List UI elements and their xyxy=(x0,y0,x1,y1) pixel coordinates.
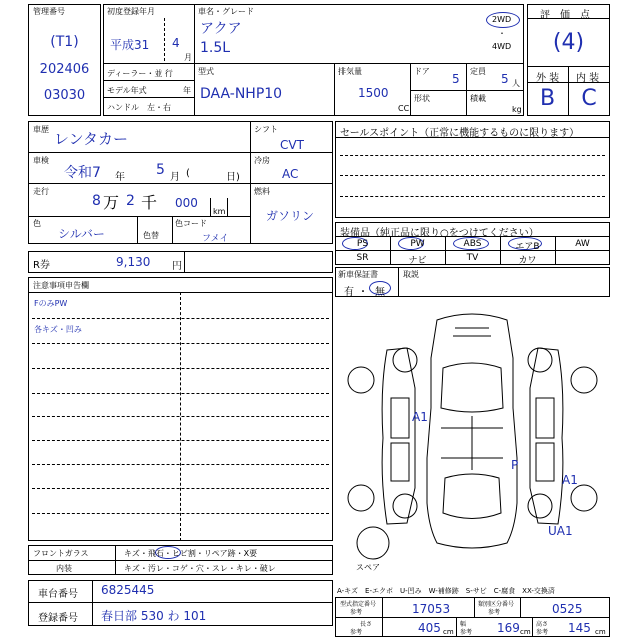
drive-4wd: 4WD xyxy=(492,42,512,51)
fuel-label: 燃料 xyxy=(254,187,270,196)
warranty-yes: 有 xyxy=(344,287,354,298)
equip-leather: カワ xyxy=(518,256,537,266)
sales-point-label: セールスポイント（正常に機能するものに限ります） xyxy=(340,128,580,139)
exterior-grade: B xyxy=(539,86,556,111)
equip-navi: ナビ xyxy=(408,256,427,266)
first-reg-label: 初度登録年月 xyxy=(107,7,155,16)
front-glass-items: キズ・飛石・ヒビ割・リペア跡・X要 xyxy=(124,549,258,558)
capacity-label: 定員 xyxy=(470,67,486,76)
inspection-era: 令和7 xyxy=(64,165,101,181)
load-label: 積載 xyxy=(470,94,486,103)
chassis-value: 6825445 xyxy=(101,583,155,597)
mgmt-no-1: 202406 xyxy=(39,62,90,77)
interior-cond-label: 内装 xyxy=(56,564,72,573)
width-cm: cm xyxy=(520,628,531,636)
km-unit: km xyxy=(213,207,226,216)
class-no-label: 類別区分番号 xyxy=(478,601,515,608)
registration-label: 登録番号 xyxy=(38,613,78,624)
drive-2wd: 2WD xyxy=(492,15,512,24)
score: (4) xyxy=(552,30,585,55)
model-no: 17053 xyxy=(412,602,451,616)
height-label: 高さ xyxy=(536,621,549,628)
displacement: 1500 xyxy=(358,86,389,100)
spare-label: スペア xyxy=(356,563,380,572)
ac: AC xyxy=(282,167,299,181)
mileage-3: 000 xyxy=(175,196,198,210)
cc-unit: CC xyxy=(398,104,410,113)
recycle-value: 9,130 xyxy=(116,255,151,269)
displacement-label: 排気量 xyxy=(338,67,362,76)
damage-mark-rear: UA1 xyxy=(548,524,573,538)
recycle-label: R券 xyxy=(33,260,50,271)
vehicle-header-box xyxy=(103,4,524,116)
car-grade: 1.5L xyxy=(200,40,231,56)
equipment-label: 装備品（純正品に限り○をつけてください） xyxy=(340,228,539,239)
first-reg-month-unit: 月 xyxy=(184,53,192,62)
width-ref: 参考 xyxy=(460,629,473,636)
note-line-2: 各キズ・凹み xyxy=(34,325,82,334)
color-code: フメイ xyxy=(202,234,229,244)
inspection-month-unit: 月 xyxy=(170,172,180,183)
person-unit: 人 xyxy=(512,79,520,88)
drive-dot: ・ xyxy=(498,29,506,38)
chassis-label: 車台番号 xyxy=(38,589,78,600)
model-no-label: 型式指定番号 xyxy=(340,601,377,608)
interior-cond-items: キズ・汚レ・コゲ・穴・スレ・キレ・破レ xyxy=(124,564,276,573)
fuel: ガソリン xyxy=(266,209,315,223)
mileage-1: 8 xyxy=(92,193,101,209)
shape-label: 形状 xyxy=(414,94,430,103)
interior-grade: C xyxy=(581,86,597,111)
paint-label: 色替 xyxy=(143,231,159,240)
damage-mark-right: A1 xyxy=(562,473,578,487)
mileage-label: 走行 xyxy=(33,187,49,196)
ac-label: 冷房 xyxy=(254,156,270,165)
width-label: 幅 xyxy=(460,621,467,628)
first-reg-month: 4 xyxy=(172,36,180,50)
notes-label: 注意事項申告欄 xyxy=(33,281,89,290)
inspection-day-unit: 日) xyxy=(226,172,240,183)
inspection-paren: ( xyxy=(186,168,190,179)
damage-legend: A-キズ E-エクボ U-凹み W-補修跡 S-サビ C-腐食 XX-交換済 xyxy=(337,587,555,595)
damage-mark-left: A1 xyxy=(412,410,428,424)
doors: 5 xyxy=(452,72,460,86)
exterior-label: 外 装 xyxy=(536,73,560,84)
color: シルバー xyxy=(58,227,105,241)
first-reg-era: 平成31 xyxy=(110,38,150,52)
equip-tv: TV xyxy=(466,253,479,263)
length: 405 xyxy=(418,621,441,635)
car-name: アクア xyxy=(200,21,242,37)
length-ref: 参考 xyxy=(350,629,363,636)
equip-sr: SR xyxy=(356,253,369,263)
mgmt-prefix: (T1) xyxy=(50,34,79,50)
inspection-label: 車検 xyxy=(33,156,49,165)
dealer-label: ディーラー・並 行 xyxy=(107,69,173,78)
model-label: 型式 xyxy=(198,67,214,76)
mgmt-no-label: 管理番号 xyxy=(33,7,65,16)
inspection-year-unit: 年 xyxy=(115,172,125,183)
class-no-ref: 参考 xyxy=(488,609,501,616)
registration-value: 春日部 530 わ 101 xyxy=(101,609,207,623)
manual-label: 取説 xyxy=(403,270,419,279)
height: 145 xyxy=(568,621,591,635)
height-cm: cm xyxy=(595,628,606,636)
model: DAA-NHP10 xyxy=(200,86,283,102)
door-label: ドア xyxy=(414,67,430,76)
front-glass-label: フロントガラス xyxy=(33,549,89,558)
interior-label: 内 装 xyxy=(576,73,600,84)
damage-mark-roof: P xyxy=(511,458,519,472)
mileage-sen: 千 xyxy=(141,193,158,212)
shift: CVT xyxy=(280,138,304,152)
inspection-month: 5 xyxy=(156,162,165,178)
car-name-label: 車名・グレード xyxy=(198,7,254,16)
shift-label: シフト xyxy=(254,125,278,134)
length-label: 長さ xyxy=(360,621,373,628)
equip-ps: PS xyxy=(356,239,369,249)
mgmt-no-2: 03030 xyxy=(43,88,86,103)
class-no: 0525 xyxy=(552,602,583,616)
color-code-label: 色コード xyxy=(175,219,207,228)
handle-label: ハンドル 左・右 xyxy=(107,103,171,112)
mileage-man: 万 xyxy=(103,193,120,212)
color-label: 色 xyxy=(33,219,41,228)
equip-abs: ABS xyxy=(463,239,482,249)
capacity: 5 xyxy=(501,72,509,86)
equip-aw: AW xyxy=(575,239,590,249)
length-cm: cm xyxy=(443,628,454,636)
equip-airbag: エアB xyxy=(515,242,540,252)
height-ref: 参考 xyxy=(536,629,549,636)
model-no-ref: 参考 xyxy=(350,609,363,616)
warranty-no: 無 xyxy=(375,287,385,298)
warranty-sep: ・ xyxy=(358,287,368,298)
score-label: 評 価 点 xyxy=(540,10,590,21)
history-label: 車歴 xyxy=(33,125,49,134)
history: レンタカー xyxy=(54,130,129,148)
model-year-label: モデル年式 xyxy=(107,86,147,95)
warranty-label: 新車保証書 xyxy=(338,270,378,279)
width: 169 xyxy=(497,621,520,635)
equip-pw: PW xyxy=(410,239,425,249)
mileage-2: 2 xyxy=(126,193,135,209)
model-year-unit: 年 xyxy=(183,86,191,95)
recycle-yen: 円 xyxy=(172,261,182,272)
kg-unit: kg xyxy=(512,105,522,114)
note-line-1: FのみPW xyxy=(34,299,68,308)
